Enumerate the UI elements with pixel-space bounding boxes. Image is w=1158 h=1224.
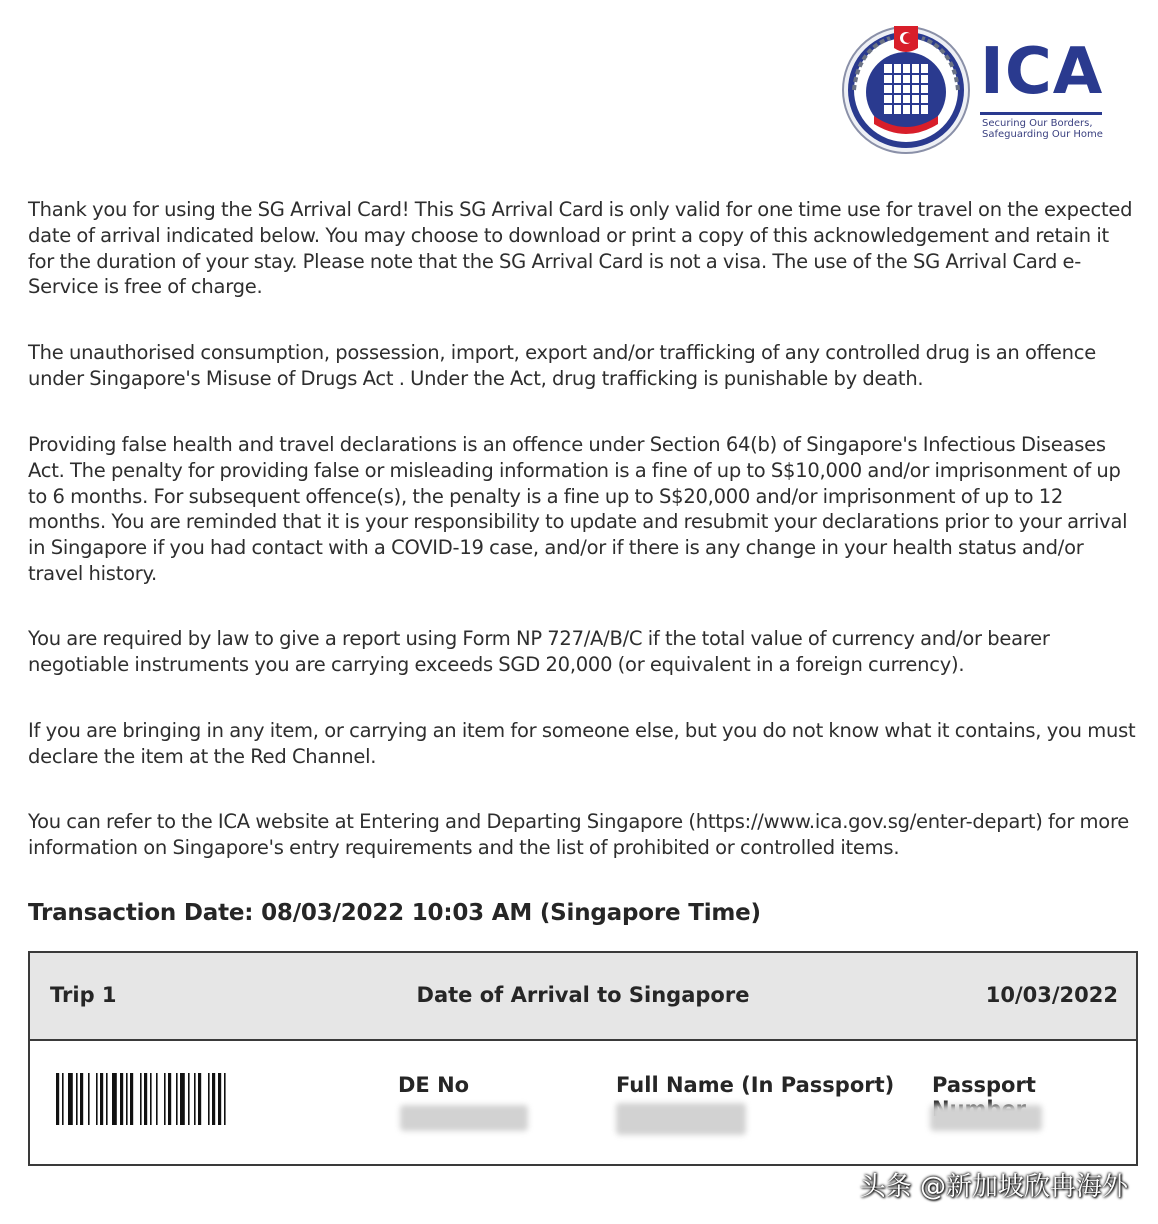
notice-paragraph-red-channel: If you are bringing in any item, or carrying an item for someone else, but you do not know what it contains, you must declare the item at the Red Channel. bbox=[28, 719, 1136, 768]
de-no-label: DE No bbox=[398, 1073, 470, 1097]
arrival-date: 10/03/2022 bbox=[985, 983, 1118, 1007]
ica-logo bbox=[840, 20, 1110, 160]
tagline-line-1: Securing Our Borders, bbox=[982, 118, 1093, 129]
ica-seal-icon bbox=[840, 20, 972, 156]
full-name-redacted bbox=[616, 1103, 746, 1135]
ica-tagline bbox=[982, 118, 1122, 140]
notice-paragraph-thanks: Thank you for using the SG Arrival Card! This SG Arrival Card is only valid for one time use for travel on the expected date of arrival indicated below. You may choose to download or print a copy of this acknowledgement and retain it for the duration of your stay. Please note that the SG Arrival Card is not a visa. The use of the SG Arrival Card e-Service is free of charge. bbox=[28, 198, 1133, 299]
transaction-date: Transaction Date: 08/03/2022 10:03 AM (Singapore Time) bbox=[28, 900, 761, 926]
full-name-label: Full Name (In Passport) bbox=[616, 1073, 895, 1097]
logo-rule bbox=[980, 112, 1102, 115]
notice-paragraph-website: You can refer to the ICA website at Entering and Departing Singapore (https://www.ica.gov.sg/enter-depart) for more information on Singapore's entry requirements and the list of prohibited or controlled items. bbox=[28, 810, 1130, 859]
trip-table bbox=[28, 951, 1138, 1166]
passport-number-redacted bbox=[930, 1105, 1042, 1131]
arrival-label: Date of Arrival to Singapore bbox=[416, 983, 750, 1007]
watermark: 头条 @新加坡欣冉海外 bbox=[859, 1172, 1128, 1202]
barcode bbox=[56, 1073, 282, 1125]
de-no-redacted bbox=[400, 1105, 528, 1131]
notice-paragraph-health: Providing false health and travel declarations is an offence under Section 64(b) of Singapore's Infectious Diseases Act. The penalty for providing false or misleading information is a fine of up to S$10,000 and/or imprisonment of up to 6 months. For subsequent offence(s), the penalty is a fine up to S$20,000 and/or imprisonment of up to 12 months. You are reminded that it is your responsibility to update and resubmit your declarations prior to your arrival in Singapore if you had contact with a COVID-19 case, and/or if there is any change in your health status and/or travel history. bbox=[28, 433, 1128, 585]
trip-header-row bbox=[30, 953, 1136, 1041]
trip-label: Trip 1 bbox=[50, 983, 117, 1007]
passport-number-label: Passport bbox=[932, 1073, 1036, 1097]
ica-logo-text: ICA bbox=[980, 35, 1104, 109]
notice-paragraph-drugs: The unauthorised consumption, possession, import, export and/or trafficking of any controlled drug is an offence under Singapore's Misuse of Drugs Act . Under the Act, drug trafficking is punishable by death. bbox=[28, 341, 1096, 390]
tagline-line-2: Safeguarding Our Home bbox=[982, 129, 1103, 140]
notice-paragraph-currency: You are required by law to give a report using Form NP 727/A/B/C if the total value of currency and/or bearer negotiable instruments you are carrying exceeds SGD 20,000 (or equivalent in a foreign currency). bbox=[28, 627, 1050, 676]
